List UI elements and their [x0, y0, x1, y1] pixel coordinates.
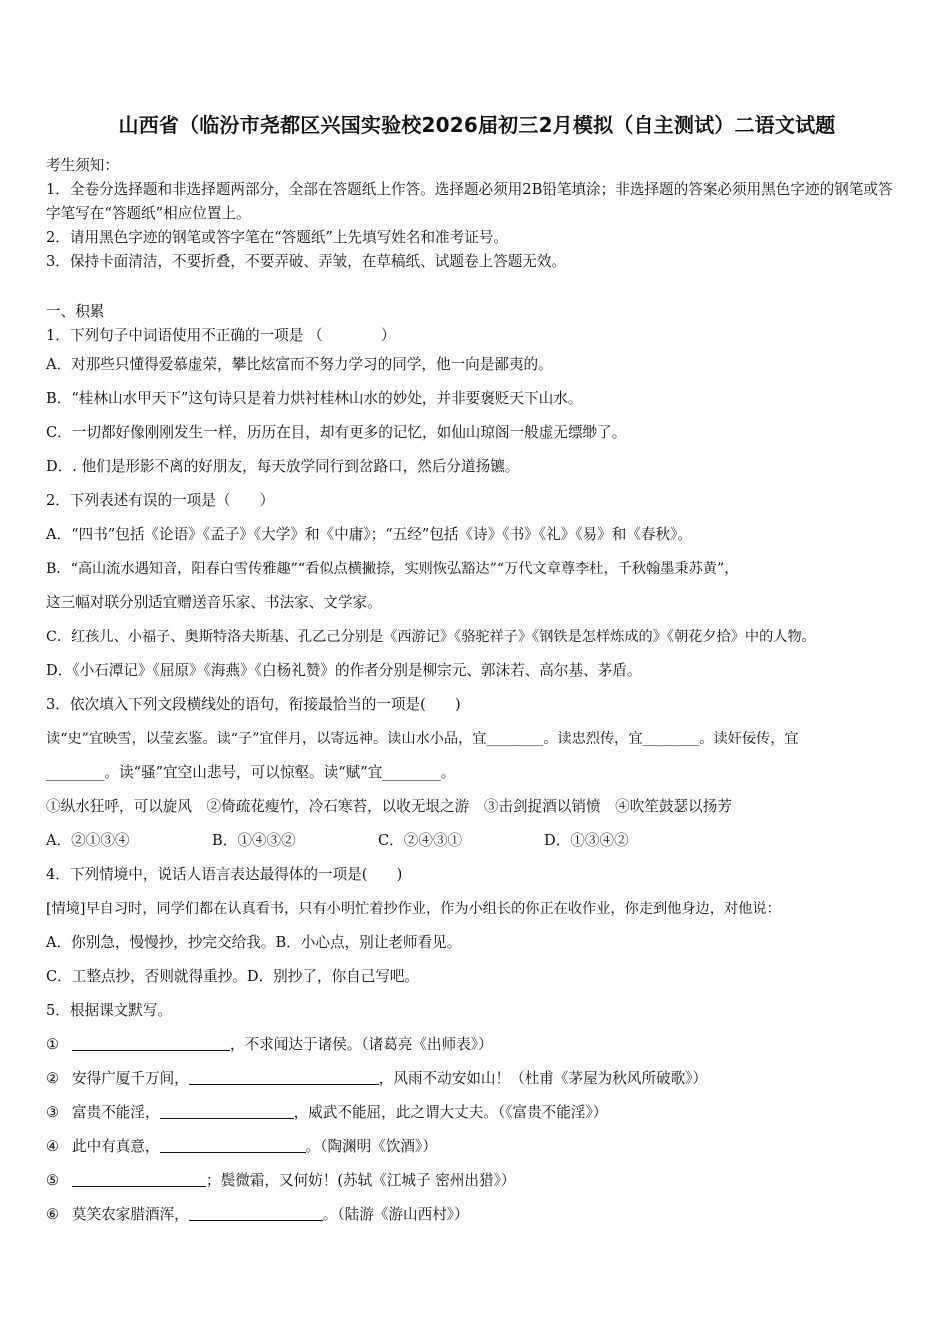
question-2-option-c: C．红孩儿、小福子、奥斯特洛夫斯基、孔乙己分别是《西游记》《骆驼祥子》《钢铁是怎样炼成的》《朝花夕拾》中的人物。 — [46, 629, 816, 645]
dictation-number: ② — [46, 1070, 60, 1087]
question-3-option-c: C．②④③① — [378, 832, 463, 849]
dictation-number: ④ — [46, 1138, 60, 1155]
section-heading: 一、积累 — [46, 303, 105, 320]
question-2-stem: 2．下列表述有误的一项是（ ） — [46, 492, 275, 509]
question-5-stem: 5．根据课文默写。 — [46, 1002, 173, 1019]
answer-blank[interactable] — [189, 1206, 323, 1221]
question-4-stem: 4．下列情境中，说话人语言表达最得体的一项是( ) — [46, 866, 403, 883]
answer-blank[interactable] — [160, 1104, 294, 1119]
question-3-stem: 3．依次填入下列文段横线处的语句，衔接最恰当的一项是( ) — [46, 696, 461, 713]
dictation-item-4: ④ 此中有真意， 。（陶渊明《饮酒》） — [46, 1130, 908, 1164]
answer-blank[interactable] — [160, 1138, 306, 1153]
dictation-item-5: ⑤ ；鬓微霜，又何妨！(苏轼《江城子 密州出猎》） — [46, 1164, 908, 1198]
question-1-option-b: B．“桂林山水甲天下”这句诗只是着力烘衬桂林山水的妙处，并非要褒贬天下山水。 — [46, 390, 583, 407]
question-2-option-b-line1: B．“高山流水遇知音，阳春白雪传雅趣”“看似点横撇捺，实则恢弘豁达”“万代文章尊李杜，千秋翰墨秉苏黄”， — [46, 561, 739, 577]
question-3-option-b: B．①④③② — [212, 832, 296, 849]
page-title: 山西省（临汾市尧都区兴国实验校2026届初三2月模拟（自主测试）二语文试题 — [118, 113, 836, 137]
question-1-option-d: D．. 他们是形影不离的好朋友，每天放学同行到岔路口，然后分道扬镳。 — [46, 458, 520, 475]
question-1-option-a: A．对那些只懂得爱慕虚荣，攀比炫富而不努力学习的同学，他一向是鄙夷的。 — [46, 356, 553, 373]
question-1-stem: 1．下列句子中词语使用不正确的一项是 （ ） — [46, 327, 396, 344]
dictation-number: ① — [46, 1036, 60, 1053]
notice-item-3: 3．保持卡面清洁，不要折叠，不要弄破、弄皱，在草稿纸、试题卷上答题无效。 — [46, 253, 567, 270]
question-4-context: [情境]早自习时，同学们都在认真看书，只有小明忙着抄作业，作为小组长的你正在收作业，你走到他身边，对他说： — [46, 901, 781, 917]
notice-item-1: 1．全卷分选择题和非选择题两部分，全部在答题纸上作答。选择题必须用2B铅笔填涂；非选择题的答案必须用黑色字迹的钢笔或答字笔写在“答题纸”相应位置上。 — [46, 181, 893, 222]
notice-item-2: 2．请用黑色字迹的钢笔或答字笔在“答题纸”上先填写姓名和准考证号。 — [46, 229, 509, 246]
dictation-number: ③ — [46, 1104, 60, 1121]
question-3-choices: ①纵水狂呼，可以旋风 ②倚疏花瘦竹，冷石寒苔，以收无垠之游 ③击剑捉酒以销愤 ④吹笙鼓瑟以扬芳 — [46, 798, 732, 815]
question-2-option-b-line2: 这三幅对联分别适宜赠送音乐家、书法家、文学家。 — [46, 594, 382, 611]
exam-page — [46, 110, 908, 1232]
dictation-item-2: ② 安得广厦千万间， ，风雨不动安如山！（杜甫《茅屋为秋风所破歌》） — [46, 1062, 908, 1096]
dictation-item-6: ⑥ 莫笑农家腊酒浑， 。（陆游《游山西村》） — [46, 1198, 908, 1232]
dictation-item-3: ③ 富贵不能淫， ，威武不能屈，此之谓大丈夫。（《富贵不能淫》） — [46, 1096, 908, 1130]
answer-blank[interactable] — [72, 1036, 230, 1051]
dictation-item-1: ① ，不求闻达于诸侯。（诸葛亮《出师表》） — [46, 1028, 908, 1062]
dictation-number: ⑤ — [46, 1172, 60, 1189]
answer-blank[interactable] — [189, 1070, 379, 1085]
dictation-number: ⑥ — [46, 1206, 60, 1223]
question-2-option-d: D．《小石潭记》《屈原》《海燕》《白杨礼赞》的作者分别是柳宗元、郭沫若、高尔基、茅盾。 — [46, 662, 642, 679]
question-2-option-a: A．“四书”包括《论语》《孟子》《大学》和《中庸》；“五经”包括《诗》《书》《礼》《易》和《春秋》。 — [46, 526, 693, 543]
notice-heading: 考生须知： — [46, 157, 119, 174]
question-3-option-d: D．①③④② — [544, 832, 629, 849]
question-3-options — [46, 824, 908, 858]
answer-blank[interactable] — [72, 1172, 206, 1187]
question-3-option-a: A．②①③④ — [46, 832, 130, 849]
question-3-passage-line1: 读“史”宜映雪，以莹玄鉴。读“子”宜伴月，以寄远神。读山水小品，宜________。读忠烈传，宜________。读奸佞传，宜 — [46, 731, 799, 747]
question-4-options-ab: A．你别急，慢慢抄，抄完交给我。B．小心点，别让老师看见。 — [46, 934, 462, 951]
question-1-option-c: C．一切都好像刚刚发生一样，历历在目，却有更多的记忆，如仙山琼阁一般虚无缥缈了。 — [46, 424, 627, 441]
question-4-options-cd: C．工整点抄，否则就得重抄。D．别抄了，你自己写吧。 — [46, 968, 420, 985]
question-3-passage-line2: ________。读“骚”宜空山悲号，可以惊壑。读“赋”宜________。 — [46, 764, 456, 781]
